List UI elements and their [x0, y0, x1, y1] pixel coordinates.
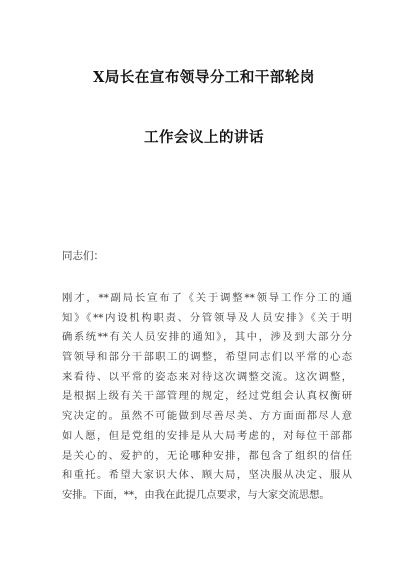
paragraph-line: 究决定的。虽然不可能做到尽善尽美、方方面面都尽人意 [62, 410, 352, 423]
paragraph-line: 是关心的、爱护的，无论哪种安排，都包含了组织的信任 [62, 449, 352, 462]
paragraph-line: 是根据上级有关干部管理的规定，经过党组会认真权衡研 [62, 390, 352, 403]
document-title-line-2: 工作会议上的讲话 [144, 129, 264, 146]
salutation: 同志们： [62, 250, 104, 262]
paragraph-line: 如人愿，但是党组的安排是从大局考虑的，对每位干部都 [62, 429, 352, 442]
paragraph-line: 和重托。希望大家识大体、顾大局，坚决服从决定、服从 [62, 469, 352, 482]
paragraph-line: 知》《**内设机构职责、分管领导及人员安排》《关于明 [62, 311, 352, 324]
paragraph-line: 安排。下面，**，由我在此提几点要求，与大家交流思想。 [62, 488, 330, 501]
paragraph-line: 刚才，**副局长宣布了《关于调整**领导工作分工的通 [62, 292, 352, 304]
paragraph-line: 来看待、以平常的姿态来对待这次调整交流。这次调整， [62, 370, 352, 383]
document-title-line-1: X局长在宣布领导分工和干部轮岗 [93, 69, 315, 86]
speech-paragraph [62, 289, 352, 506]
paragraph-line: 管领导和部分干部职工的调整，希望同志们以平常的心态 [62, 351, 352, 364]
paragraph-line: 确系统**有关人员安排的通知》，其中，涉及到大部分分 [62, 331, 352, 344]
